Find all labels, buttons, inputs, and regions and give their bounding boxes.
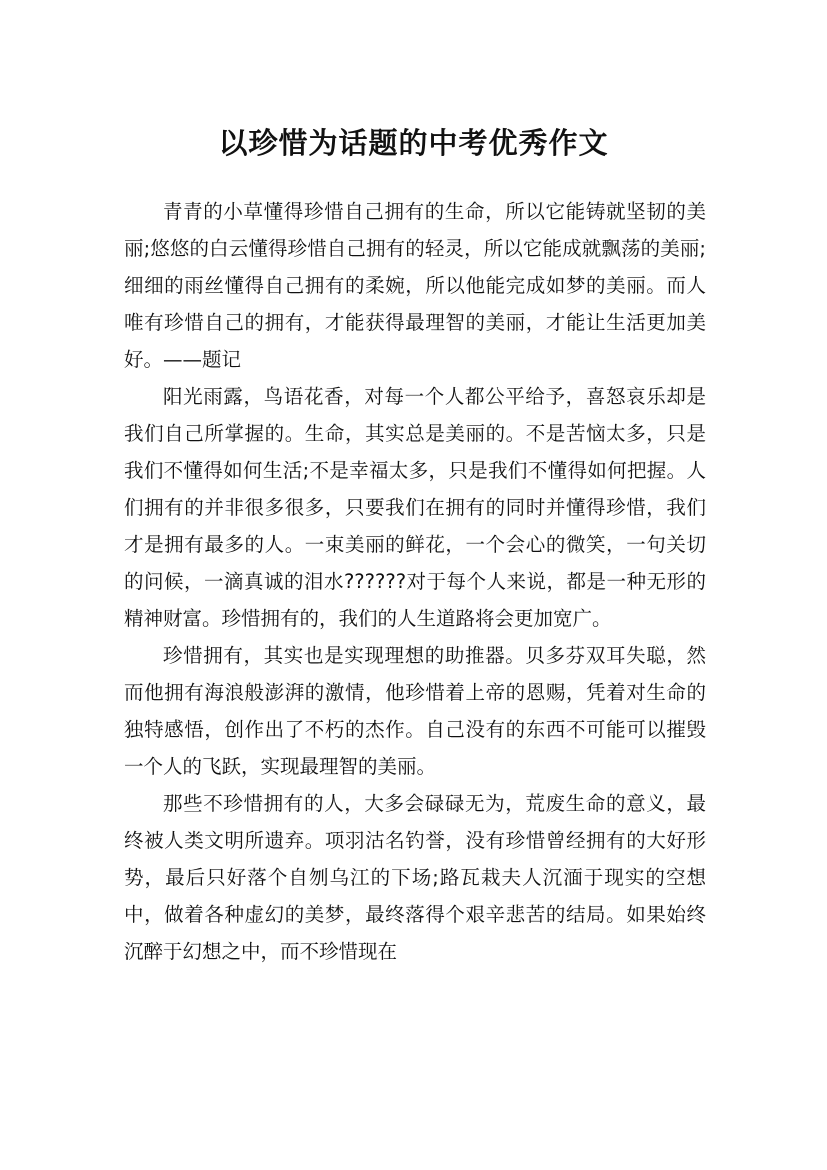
paragraph-epigraph: 青青的小草懂得珍惜自己拥有的生命，所以它能铸就坚韧的美丽;悠悠的白云懂得珍惜自己拥有的轻灵，所以它能成就飘荡的美丽;细细的雨丝懂得自己拥有的柔婉，所以他能完成如梦的美丽。而人唯有珍惜自己的拥有，才能获得最理智的美丽，才能让生活更加美好。——题记 <box>124 200 706 371</box>
document-title: 以珍惜为话题的中考优秀作文 <box>218 126 609 161</box>
document-body <box>124 193 706 970</box>
paragraph-4: 那些不珍惜拥有的人，大多会碌碌无为，荒废生命的意义，最终被人类文明所遗弃。项羽沽名钓誉，没有珍惜曾经拥有的大好形势，最后只好落个自刎乌江的下场;路瓦栽夫人沉湎于现实的空想中，做着各种虚幻的美梦，最终落得个艰辛悲苦的结局。如果始终沉醉于幻想之中，而不珍惜现在 <box>124 792 706 963</box>
paragraph-3: 珍惜拥有，其实也是实现理想的助推器。贝多芬双耳失聪，然而他拥有海浪般澎湃的激情，他珍惜着上帝的恩赐，凭着对生命的独特感悟，创作出了不朽的杰作。自己没有的东西不可能可以摧毁一个人的飞跃，实现最理智的美丽。 <box>124 644 706 778</box>
paragraph-2: 阳光雨露，鸟语花香，对每一个人都公平给予，喜怒哀乐却是我们自己所掌握的。生命，其实总是美丽的。不是苦恼太多，只是我们不懂得如何生活;不是幸福太多，只是我们不懂得如何把握。人们拥有的并非很多很多，只要我们在拥有的同时并懂得珍惜，我们才是拥有最多的人。一束美丽的鲜花，一个会心的微笑，一句关切的问候，一滴真诚的泪水??????对于每个人来说，都是一种无形的精神财富。珍惜拥有的，我们的人生道路将会更加宽广。 <box>124 385 706 630</box>
